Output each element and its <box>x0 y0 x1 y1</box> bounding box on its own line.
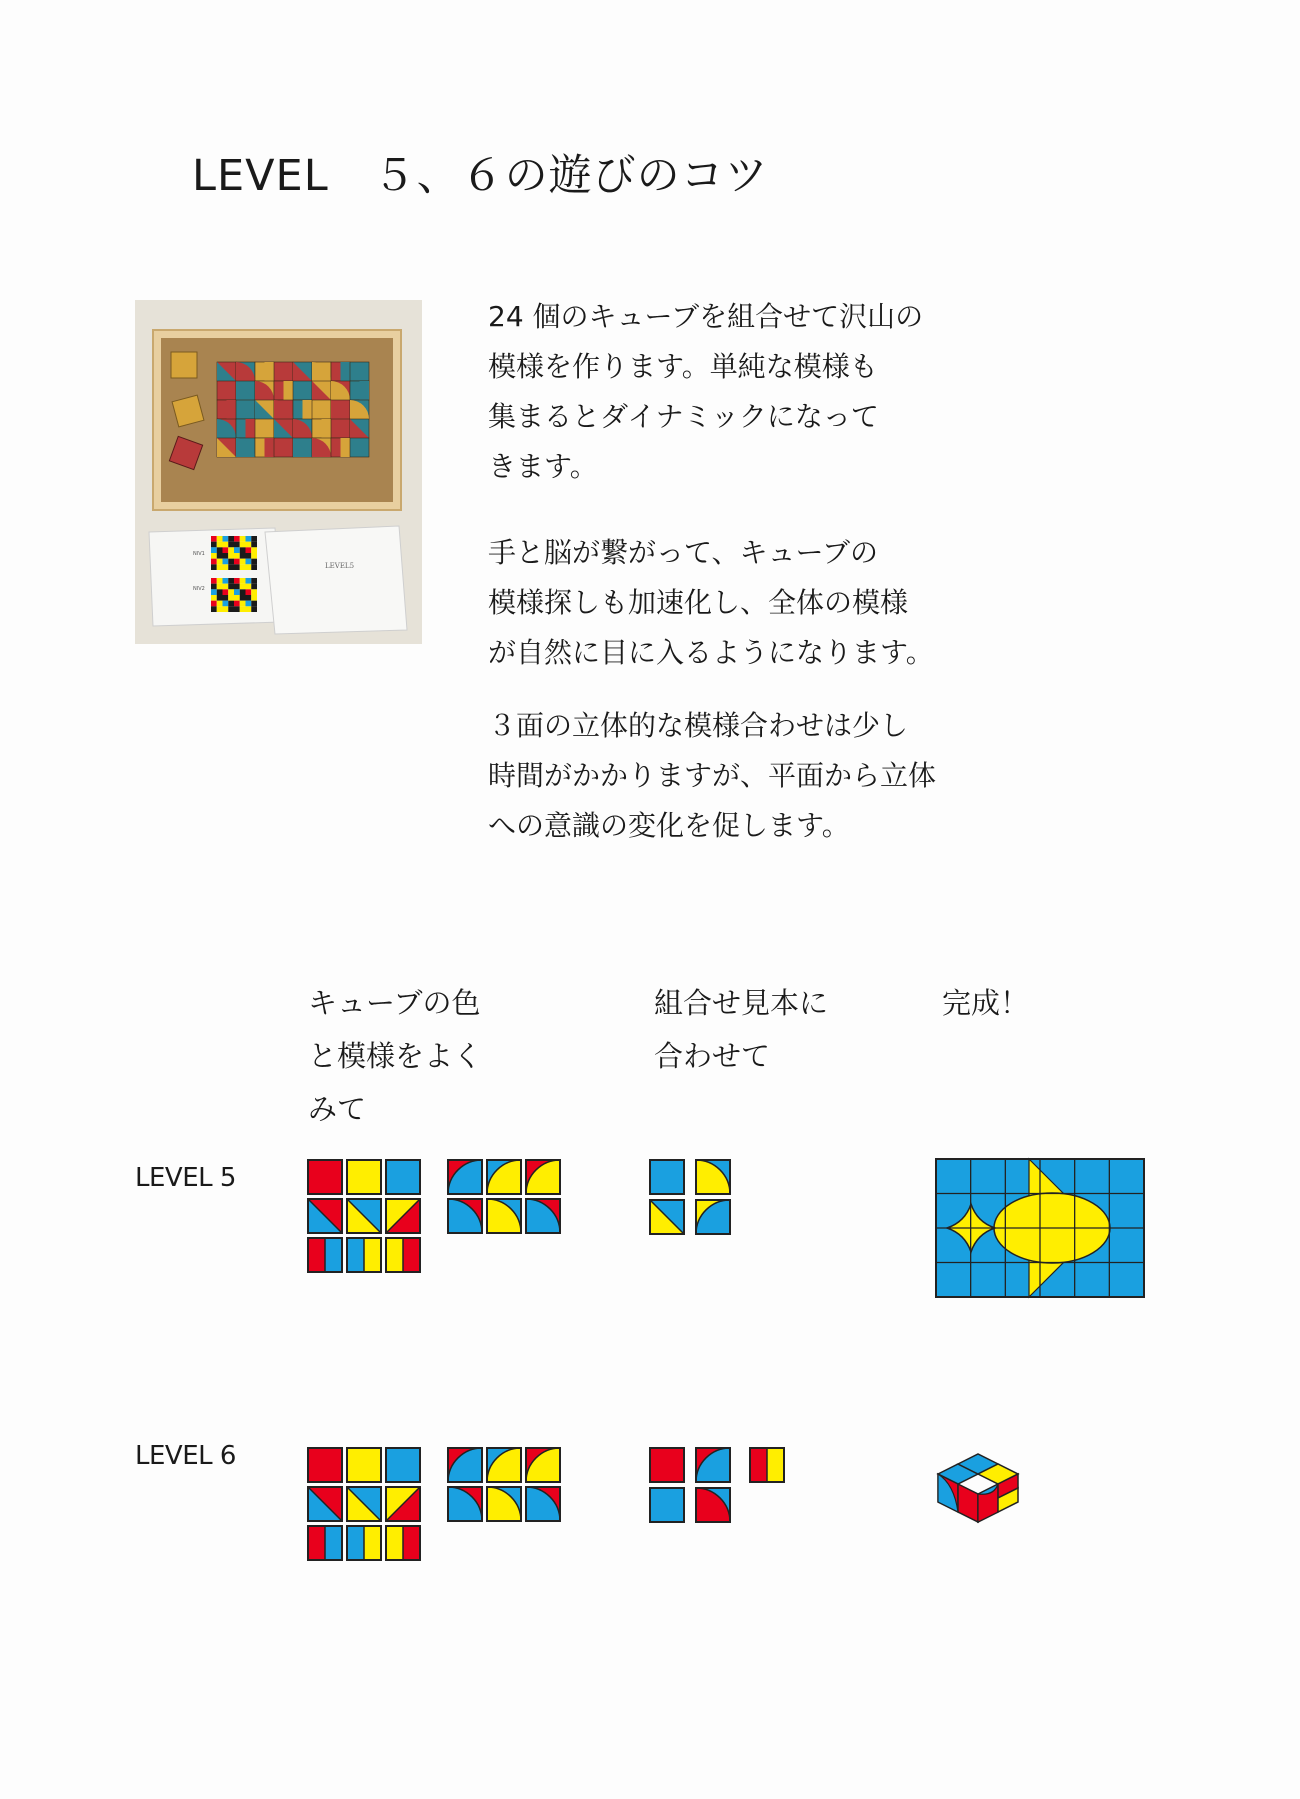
card-mosaic <box>211 578 257 612</box>
text-line: 合わせて <box>654 1039 771 1073</box>
mosaic-cell <box>234 542 240 548</box>
mosaic-cell <box>223 601 229 607</box>
cube-face-tile <box>386 1160 420 1194</box>
mosaic-cell <box>223 578 229 584</box>
mosaic-cell <box>217 595 223 601</box>
photo-block <box>274 362 293 381</box>
mosaic-cell <box>246 559 252 565</box>
intro-paragraph-1 <box>488 292 923 492</box>
cube-face-tile <box>526 1487 560 1521</box>
mosaic-cell <box>223 559 229 565</box>
mosaic-cell <box>251 584 257 590</box>
text-line: ３面の立体的な模様合わせは少し <box>488 709 909 742</box>
mosaic-cell <box>217 606 223 612</box>
level-6-completed-3d-cubes <box>934 1440 1034 1540</box>
mosaic-cell <box>240 547 246 553</box>
mosaic-cell <box>240 578 246 584</box>
mosaic-cell <box>217 536 223 542</box>
mosaic-cell <box>234 536 240 542</box>
text-line: 組合せ見本に <box>654 986 829 1020</box>
card-label: NIV1 <box>193 551 205 557</box>
mosaic-cell <box>251 578 257 584</box>
mosaic-cell <box>234 584 240 590</box>
photo-block-pattern <box>341 362 351 381</box>
mosaic-cell <box>246 589 252 595</box>
photo-block <box>236 400 255 419</box>
photo-block-pattern <box>284 381 294 400</box>
photo-block-pattern <box>341 438 351 457</box>
mosaic-cell <box>251 559 257 565</box>
mosaic-cell <box>217 584 223 590</box>
photo-block <box>293 381 312 400</box>
product-photo <box>135 300 422 644</box>
page-title: LEVEL ５、６の遊びのコツ <box>192 151 769 201</box>
mosaic-cell <box>228 536 234 542</box>
text-line: 模様探しも加速化し、全体の模様 <box>488 586 909 619</box>
text-line: キューブの色 <box>308 986 481 1020</box>
mosaic-cell <box>211 601 217 607</box>
mosaic-cell <box>234 606 240 612</box>
mosaic-cell <box>240 601 246 607</box>
level-5-combination-sample <box>648 1158 738 1238</box>
mosaic-cell <box>211 578 217 584</box>
mosaic-cell <box>246 606 252 612</box>
mosaic-cell <box>246 536 252 542</box>
mosaic-cell <box>223 536 229 542</box>
mosaic-cell <box>211 584 217 590</box>
cube-face-tile <box>308 1448 342 1482</box>
mosaic-cell <box>234 564 240 570</box>
cube-face-tile <box>386 1238 420 1272</box>
cube-face-tile <box>448 1199 482 1233</box>
cube-face-tile <box>347 1487 381 1521</box>
cube-face-tile <box>650 1448 684 1482</box>
mosaic-cell <box>217 542 223 548</box>
card-label: LEVEL5 <box>325 562 355 570</box>
text-line: 集まるとダイナミックになって <box>488 400 879 433</box>
mosaic-cell <box>234 578 240 584</box>
level-5-completed-pattern <box>934 1157 1146 1299</box>
level-6-cube-faces <box>306 1446 576 1566</box>
mosaic-cell <box>240 584 246 590</box>
mosaic-cell <box>240 606 246 612</box>
intro-paragraph-2 <box>488 528 934 678</box>
mosaic-cell <box>223 553 229 559</box>
cube-face-tile <box>347 1448 381 1482</box>
intro-paragraph-3 <box>488 701 936 851</box>
mosaic-cell <box>246 584 252 590</box>
text-line: 手と脳が繋がって、キューブの <box>488 536 879 569</box>
card-mosaic <box>211 536 257 570</box>
block-grid-photo <box>217 362 369 457</box>
mosaic-cell <box>246 547 252 553</box>
photo-block-pattern <box>227 400 237 419</box>
mosaic-cell <box>217 589 223 595</box>
cube-face-tile <box>487 1160 521 1194</box>
photo-block-pattern <box>322 419 332 438</box>
mosaic-cell <box>251 553 257 559</box>
mosaic-cell <box>217 559 223 565</box>
level-6-combination-sample <box>648 1446 788 1526</box>
mosaic-cell <box>234 589 240 595</box>
photo-block-pattern <box>246 419 256 438</box>
cube-face-tile <box>308 1160 342 1194</box>
photo-block <box>350 438 369 457</box>
mosaic-cell <box>228 553 234 559</box>
photo-block-pattern <box>265 362 275 381</box>
cube-face-tile <box>526 1199 560 1233</box>
text-line: と模様をよく <box>308 1039 483 1073</box>
cube-face-tile <box>696 1200 730 1234</box>
mosaic-cell <box>228 578 234 584</box>
mosaic-cell <box>211 595 217 601</box>
mosaic-cell <box>246 564 252 570</box>
mosaic-cell <box>223 542 229 548</box>
photo-block <box>217 381 236 400</box>
mosaic-cell <box>211 547 217 553</box>
column-header-match <box>654 977 828 1083</box>
mosaic-cell <box>240 536 246 542</box>
photo-block <box>350 362 369 381</box>
cube-face-tile <box>308 1199 342 1233</box>
mosaic-cell <box>240 564 246 570</box>
cube-face-tile <box>448 1448 482 1482</box>
cube-face-tile <box>487 1487 521 1521</box>
photo-block-pattern <box>303 400 313 419</box>
cube-face-tile <box>650 1160 684 1194</box>
cube-face-tile <box>448 1160 482 1194</box>
mosaic-cell <box>246 601 252 607</box>
cube-face-tile <box>487 1199 521 1233</box>
cube-face-tile <box>308 1238 342 1272</box>
text-line: みて <box>308 1092 367 1126</box>
mosaic-cell <box>240 559 246 565</box>
mosaic-cell <box>211 589 217 595</box>
text-line: が自然に目に入るようになります。 <box>488 636 934 669</box>
cube-face-tile <box>347 1238 381 1272</box>
mosaic-cell <box>234 601 240 607</box>
mosaic-cell <box>217 553 223 559</box>
text-line: 時間がかかりますが、平面から立体 <box>488 759 937 792</box>
cube-face-tile <box>650 1488 684 1522</box>
mosaic-cell <box>228 589 234 595</box>
mosaic-cell <box>246 553 252 559</box>
cube-face-tile <box>696 1448 730 1482</box>
mosaic-cell <box>240 553 246 559</box>
mosaic-cell <box>217 564 223 570</box>
cube-face-tile <box>386 1199 420 1233</box>
mosaic-cell <box>228 559 234 565</box>
cube-face-tile <box>487 1448 521 1482</box>
mosaic-cell <box>223 564 229 570</box>
cube-face-tile <box>526 1160 560 1194</box>
cube-face-tile <box>750 1448 784 1482</box>
mosaic-cell <box>234 553 240 559</box>
mosaic-cell <box>246 595 252 601</box>
mosaic-cell <box>223 589 229 595</box>
mosaic-cell <box>251 595 257 601</box>
mosaic-cell <box>228 542 234 548</box>
photo-block <box>255 419 274 438</box>
cube-face-tile <box>347 1526 381 1560</box>
mosaic-cell <box>211 542 217 548</box>
mosaic-cell <box>223 547 229 553</box>
mosaic-cell <box>228 595 234 601</box>
loose-block <box>171 352 197 378</box>
mosaic-cell <box>234 559 240 565</box>
mosaic-cell <box>211 553 217 559</box>
mosaic-cell <box>228 547 234 553</box>
product-photo-drawing <box>135 300 422 644</box>
mosaic-cell <box>217 547 223 553</box>
level-5-cube-faces <box>306 1158 576 1278</box>
mosaic-cell <box>211 606 217 612</box>
text-line: 24 個のキューブを組合せて沢山の <box>488 300 924 333</box>
mosaic-cell <box>240 542 246 548</box>
cube-face-tile <box>347 1199 381 1233</box>
mosaic-cell <box>234 595 240 601</box>
mosaic-cell <box>251 589 257 595</box>
column-header-complete <box>942 977 1029 1030</box>
text-line: への意識の変化を促します。 <box>488 809 850 842</box>
mosaic-cell <box>211 564 217 570</box>
mosaic-cell <box>217 601 223 607</box>
photo-block <box>274 438 293 457</box>
cube-face-tile <box>526 1448 560 1482</box>
mosaic-cell <box>240 595 246 601</box>
cube-face-tile <box>347 1160 381 1194</box>
mosaic-cell <box>251 547 257 553</box>
mosaic-cell <box>246 578 252 584</box>
card-label: NIV2 <box>193 586 205 592</box>
text-line: 模様を作ります。単純な模様も <box>488 350 878 383</box>
level-5-label: LEVEL 5 <box>135 1163 236 1193</box>
cube-face-tile <box>386 1487 420 1521</box>
mosaic-cell <box>240 589 246 595</box>
mosaic-cell <box>251 542 257 548</box>
column-header-observe <box>308 977 482 1136</box>
mosaic-cell <box>234 547 240 553</box>
mosaic-cell <box>251 564 257 570</box>
mosaic-cell <box>211 536 217 542</box>
photo-block <box>331 419 350 438</box>
cube-face-tile <box>448 1487 482 1521</box>
mosaic-cell <box>228 564 234 570</box>
mosaic-cell <box>223 584 229 590</box>
photo-block <box>312 400 331 419</box>
pattern-card <box>265 526 407 634</box>
cube-face-tile <box>386 1448 420 1482</box>
mosaic-cell <box>251 536 257 542</box>
cube-face-tile <box>650 1200 684 1234</box>
text-line: 完成！ <box>942 986 1030 1020</box>
cube-face-tile <box>696 1488 730 1522</box>
level-6-label: LEVEL 6 <box>135 1441 236 1471</box>
mosaic-cell <box>223 595 229 601</box>
mosaic-cell <box>228 584 234 590</box>
mosaic-cell <box>228 601 234 607</box>
mosaic-cell <box>251 601 257 607</box>
mosaic-cell <box>223 606 229 612</box>
text-line: きます。 <box>488 450 598 483</box>
photo-block-pattern <box>360 381 370 400</box>
mosaic-cell <box>251 606 257 612</box>
cube-face-tile <box>308 1526 342 1560</box>
cube-face-tile <box>386 1526 420 1560</box>
cube-face-tile <box>696 1160 730 1194</box>
cube-face-tile <box>308 1487 342 1521</box>
mosaic-cell <box>211 559 217 565</box>
cube-side-face <box>958 1484 978 1522</box>
mosaic-cell <box>217 578 223 584</box>
mosaic-cell <box>246 542 252 548</box>
photo-block-pattern <box>265 438 275 457</box>
mosaic-cell <box>228 606 234 612</box>
